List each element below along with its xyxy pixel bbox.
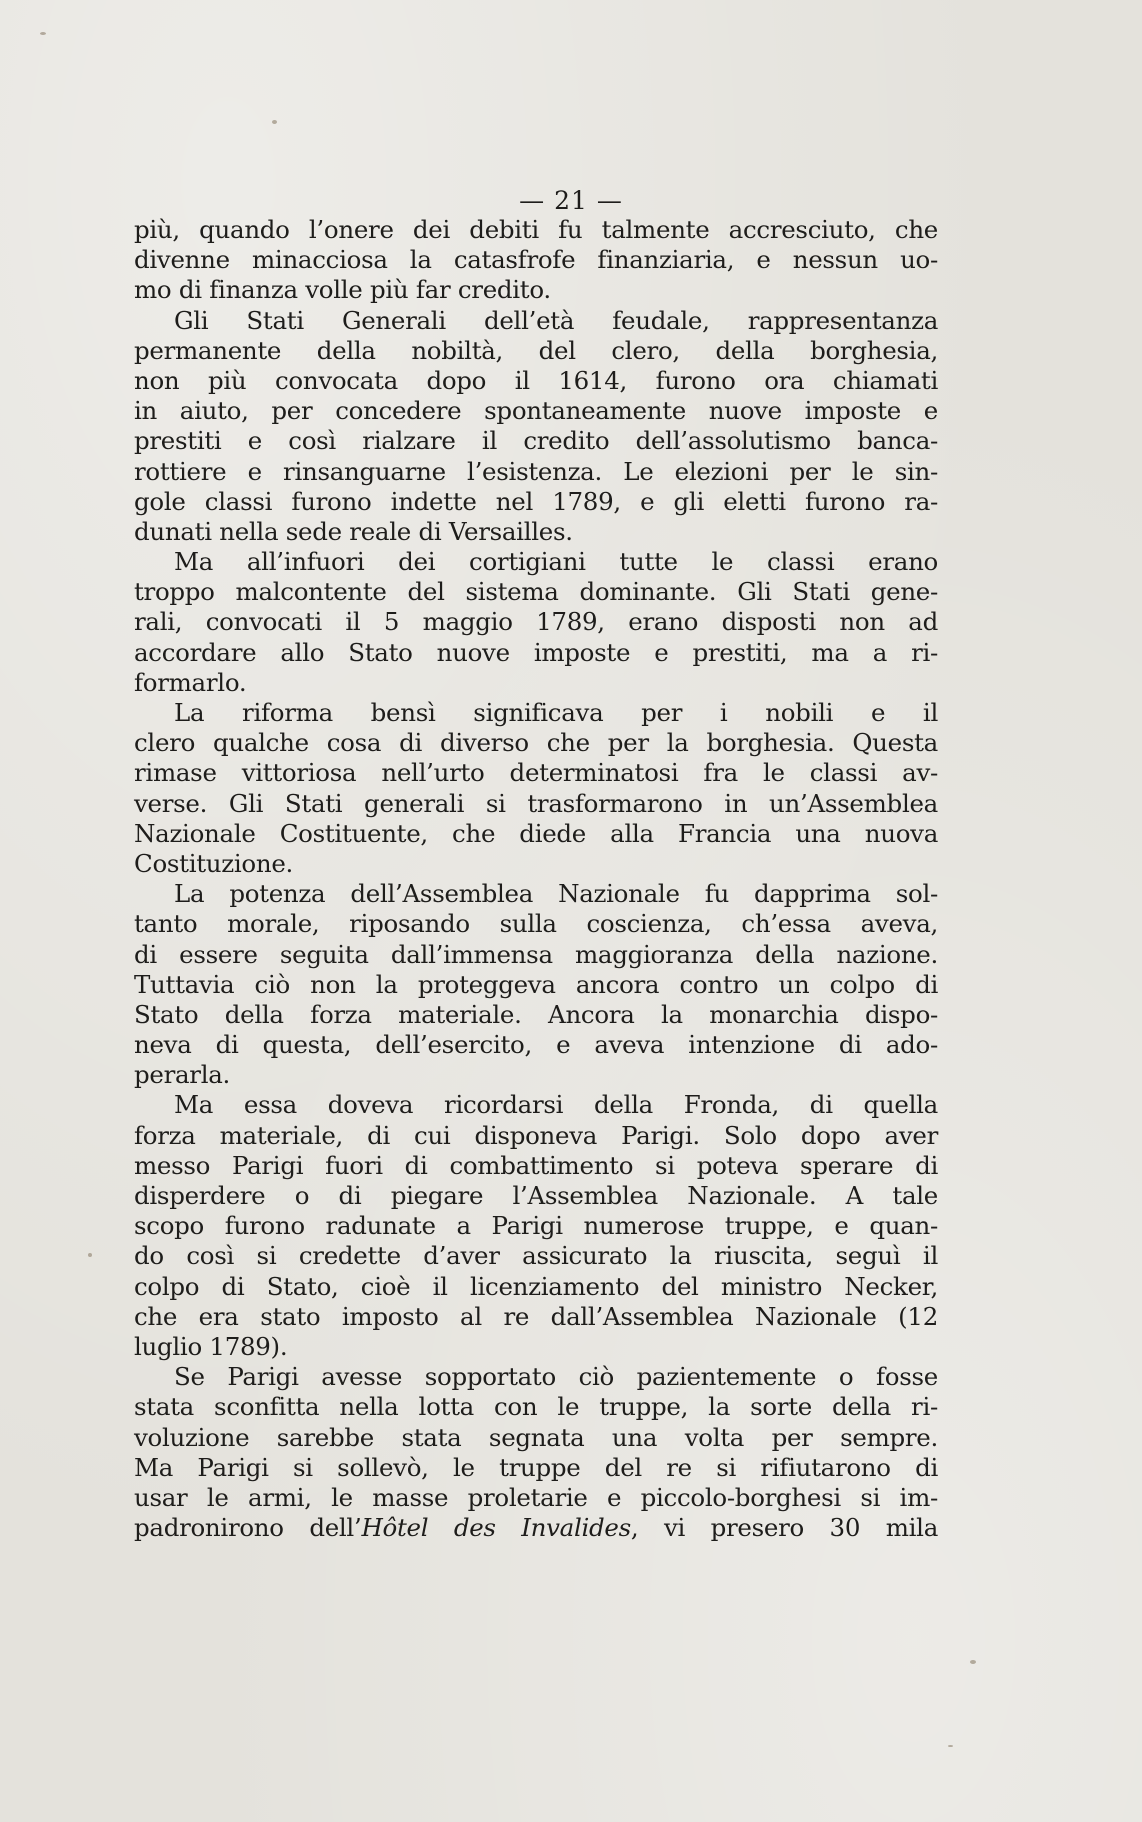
text-line: disperdere o di piegare l’Assemblea Nazionale. A tale [134, 1181, 938, 1210]
text-line: luglio 1789). [134, 1331, 288, 1361]
text-line: usar le armi, le masse proletarie e piccolo-borghesi si im- [134, 1482, 938, 1512]
text-line: Ma all’infuori dei cortigiani tutte le classi erano [174, 547, 938, 577]
text-line: perarla. [134, 1060, 231, 1090]
paper-speck [948, 1745, 953, 1747]
paper-speck [40, 32, 46, 35]
text-line: Ma essa doveva ricordarsi della Fronda, di quella [174, 1090, 938, 1120]
text-line: tanto morale, riposando sulla coscienza, ch’essa aveva, [134, 909, 938, 939]
text-line: Se Parigi avesse sopportato ciò pazientemente o fosse [174, 1362, 938, 1392]
paper-speck [272, 120, 277, 124]
text-line: voluzione sarebbe stata segnata una volta per sempre. [134, 1422, 938, 1452]
text-line: dunati nella sede reale di Versailles. [134, 516, 573, 546]
text-line: colpo di Stato, cioè il licenziamento del ministro Necker, [134, 1271, 938, 1301]
text-line: rottiere e rinsanguarne l’esistenza. Le elezioni per le sin- [134, 456, 938, 486]
text-line: mo di finanza volle più far credito. [134, 275, 551, 305]
text-line-final [134, 1513, 938, 1543]
text-line: permanente della nobiltà, del clero, della borghesia, [134, 335, 938, 365]
text-line: verse. Gli Stati generali si trasformarono in un’Assemblea [134, 788, 938, 818]
paper-speck [88, 1253, 92, 1257]
text-line: clero qualche cosa di diverso che per la borghesia. Questa [134, 728, 938, 758]
text-line: do così si credette d’aver assicurato la riuscita, seguì il [134, 1241, 938, 1271]
text-line: più, quando l’onere dei debiti fu talmente accresciuto, che [134, 215, 938, 244]
text-line: La potenza dell’Assemblea Nazionale fu dapprima sol- [174, 879, 938, 909]
page-number: — 21 — [519, 186, 623, 215]
text-line: non più convocata dopo il 1614, furono ora chiamati [134, 365, 938, 395]
text-fragment: padronirono dell’ [134, 1513, 362, 1543]
text-line: divenne minacciosa la catasfrofe finanziaria, e nessun uo- [134, 245, 938, 275]
paper-speck [970, 1660, 976, 1664]
text-line: Tuttavia ciò non la proteggeva ancora contro un colpo di [134, 969, 938, 999]
text-line: di essere seguita dall’immensa maggioranza della nazione. [134, 939, 938, 969]
text-line: prestiti e così rialzare il credito dell’assolutismo banca- [134, 426, 938, 456]
text-line: in aiuto, per concedere spontaneamente nuove imposte e [134, 396, 938, 426]
text-line: scopo furono radunate a Parigi numerose truppe, e quan- [134, 1211, 938, 1241]
text-line: Gli Stati Generali dell’età feudale, rappresentanza [174, 305, 938, 335]
text-line: accordare allo Stato nuove imposte e prestiti, ma a ri- [134, 637, 938, 667]
text-line: Nazionale Costituente, che diede alla Francia una nuova [134, 818, 938, 848]
text-line: rali, convocati il 5 maggio 1789, erano disposti non ad [134, 607, 938, 637]
text-line: Costituzione. [134, 848, 294, 878]
text-line: forza materiale, di cui disponeva Parigi. Solo dopo aver [134, 1120, 938, 1150]
text-line: formarlo. [134, 667, 247, 697]
body-text [134, 215, 938, 1543]
text-line: Ma Parigi si sollevò, le truppe del re si rifiutarono di [134, 1452, 938, 1482]
text-line: neva di questa, dell’esercito, e aveva intenzione di ado- [134, 1030, 938, 1060]
text-line: La riforma bensì significava per i nobili e il [174, 698, 938, 727]
text-line: Stato della forza materiale. Ancora la monarchia dispo- [134, 999, 938, 1029]
text-line: stata sconfitta nella lotta con le truppe, la sorte della ri- [134, 1392, 938, 1422]
text-line: troppo malcontente del sistema dominante. Gli Stati gene- [134, 577, 938, 607]
text-fragment: , vi presero 30 mila [630, 1513, 939, 1543]
italic-place-name: Hôtel des Invalides [361, 1513, 631, 1543]
text-line: messo Parigi fuori di combattimento si poteva sperare di [134, 1150, 938, 1180]
text-line: gole classi furono indette nel 1789, e gli eletti furono ra- [134, 486, 938, 516]
text-line: che era stato imposto al re dall’Assemblea Nazionale (12 [134, 1301, 938, 1331]
text-line: rimase vittoriosa nell’urto determinatosi fra le classi av- [134, 758, 938, 788]
